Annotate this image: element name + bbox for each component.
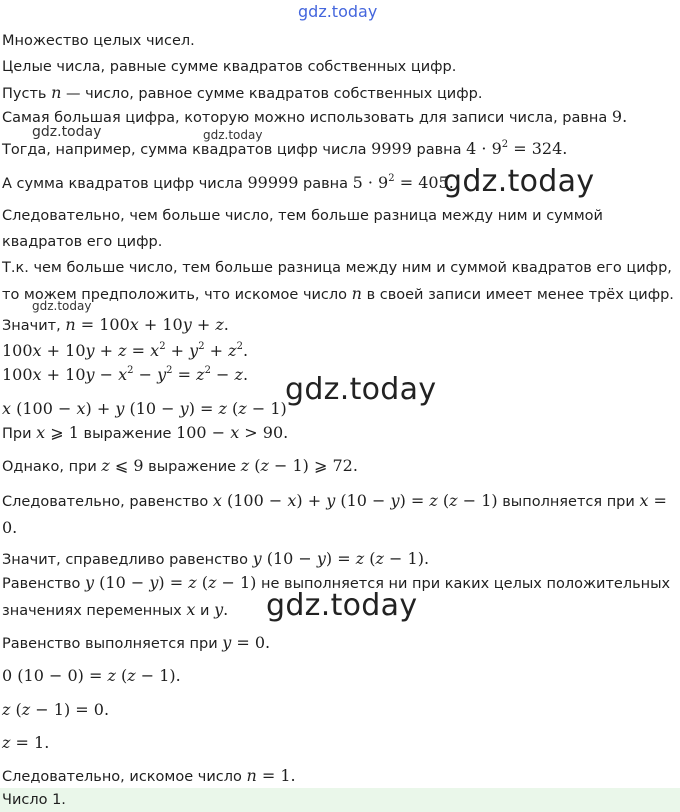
- watermark-large: gdz.today: [285, 372, 437, 407]
- text-line: Пусть n — число, равное сумме квадратов собственных цифр.: [2, 83, 483, 102]
- watermark-small: gdz.today: [203, 128, 263, 142]
- answer-text: Число 1.: [2, 792, 66, 808]
- text-line: А сумма квадратов цифр числа 99999 равна $5 \cdot 9^2 = 405$.: [2, 173, 454, 192]
- text-line: Целые числа, равные сумме квадратов собственных цифр.: [2, 59, 457, 75]
- watermark-large: gdz.today: [443, 164, 595, 199]
- text-paragraph: Следовательно, чем больше число, тем больше разница между ним и суммой квадратов его цифр.: [2, 208, 603, 250]
- math-line: x (100 − x) + y (10 − y) = z (z − 1): [2, 399, 287, 418]
- math-line: 0 (10 − 0) = z (z − 1).: [2, 666, 181, 685]
- answer-box: [0, 788, 680, 812]
- math-line: Значит, n = 100x + 10y + z.: [2, 315, 229, 334]
- watermark-small: gdz.today: [32, 124, 102, 140]
- math-line: Равенство выполняется при y = 0.: [2, 633, 271, 652]
- text-line: Тогда, например, сумма квадратов цифр числа 9999 равна $4 \cdot 9^2 = 324$.: [2, 139, 568, 158]
- math-line: Значит, справедливо равенство y (10 − y) = z (z − 1).: [2, 549, 430, 568]
- math-line: $100x + 10y + z = x^2 + y^2 + z^2$.: [2, 341, 249, 360]
- text-line: Самая большая цифра, которую можно использовать для записи числа, равна 9.: [2, 107, 628, 126]
- math-line: Однако, при z ⩽ 9 выражение z (z − 1) ⩾ 72.: [2, 456, 358, 475]
- text-paragraph: Равенство y (10 − y) = z (z − 1) не выполняется ни при каких целых положительных значениях переменных x и y.: [2, 573, 671, 619]
- watermark-large: gdz.today: [266, 588, 418, 623]
- text-line: Множество целых чисел.: [2, 33, 195, 49]
- text-paragraph: Т.к. чем больше число, тем больше разница между ним и суммой квадратов его цифр, то можем предположить, что искомое число n в своей записи имеет менее трёх цифр.: [2, 260, 674, 303]
- math-line: z (z − 1) = 0.: [2, 700, 110, 719]
- math-line: При x ⩾ 1 выражение 100 − x > 90.: [2, 423, 289, 442]
- math-line: $100x + 10y - x^2 - y^2 = z^2 - z$.: [2, 365, 249, 384]
- math-line: z = 1.: [2, 733, 50, 752]
- watermark-small: gdz.today: [32, 299, 92, 313]
- math-line: Следовательно, искомое число n = 1.: [2, 766, 296, 785]
- watermark-top: gdz.today: [298, 2, 378, 21]
- text-paragraph: Следовательно, равенство x (100 − x) + y (10 − y) = z (z − 1) выполняется при x = 0.: [2, 491, 667, 537]
